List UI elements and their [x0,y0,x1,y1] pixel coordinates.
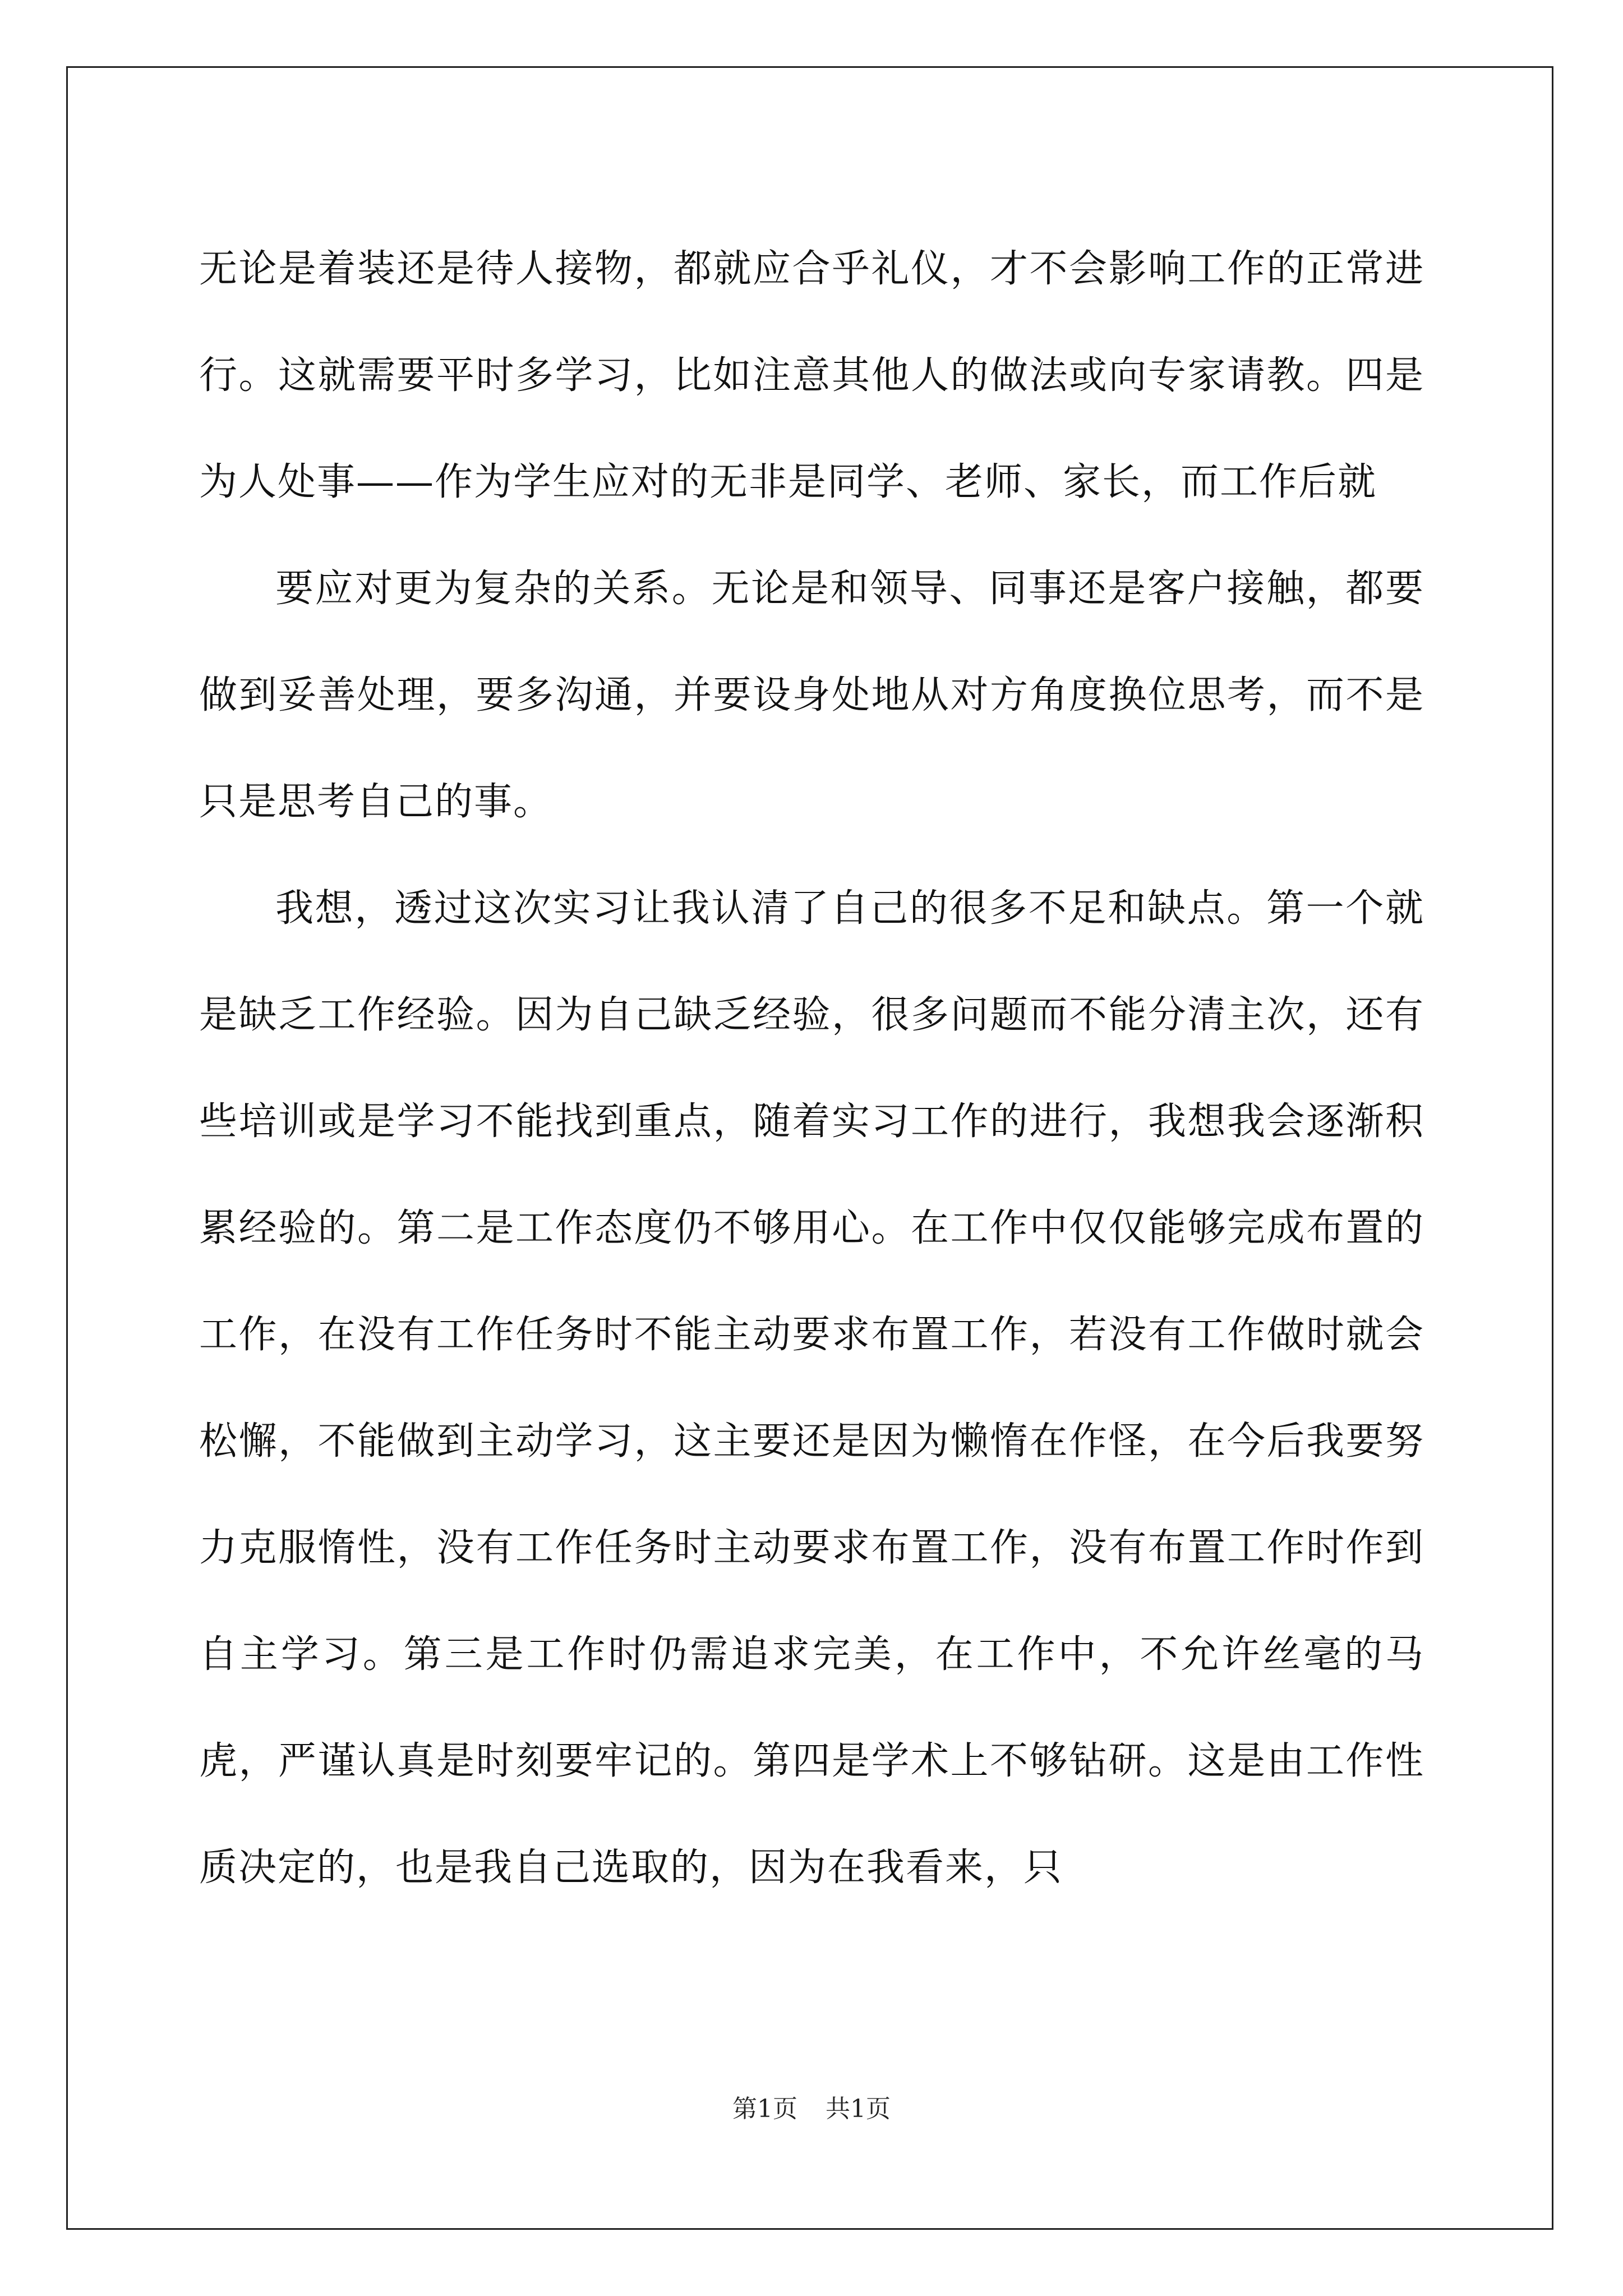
page-footer [0,2092,1623,2126]
paragraph-3: 我想，透过这次实习让我认清了自己的很多不足和缺点。第一个就是缺乏工作经验。因为自己缺乏经验，很多问题而不能分清主次，还有些培训或是学习不能找到重点，随着实习工作的进行，我想我会逐渐积累经验的。第二是工作态度仍不够用心。在工作中仅仅能够完成布置的工作，在没有工作任务时不能主动要求布置工作，若没有工作做时就会松懈，不能做到主动学习，这主要还是因为懒惰在作怪，在今后我要努力克服惰性，没有工作任务时主动要求布置工作，没有布置工作时作到自主学习。第三是工作时仍需追求完美，在工作中，不允许丝毫的马虎，严谨认真是时刻要牢记的。第四是学术上不够钻研。这是由工作性质决定的，也是我自己选取的，因为在我看来，只 [199,886,1424,1890]
page-total: 共1页 [826,2095,891,2123]
paragraph-2: 要应对更为复杂的关系。无论是和领导、同事还是客户接触，都要做到妥善处理，要多沟通，并要设身处地从对方角度换位思考，而不是只是思考自己的事。 [199,567,1424,824]
document-body [199,216,1424,1921]
page-number: 第1页 [732,2095,797,2123]
paragraph-1: 无论是着装还是待人接物，都就应合乎礼仪，才不会影响工作的正常进行。这就需要平时多学习，比如注意其他人的做法或向专家请教。四是为人处事——作为学生应对的无非是同学、老师、家长，而工作后就 [199,247,1424,504]
